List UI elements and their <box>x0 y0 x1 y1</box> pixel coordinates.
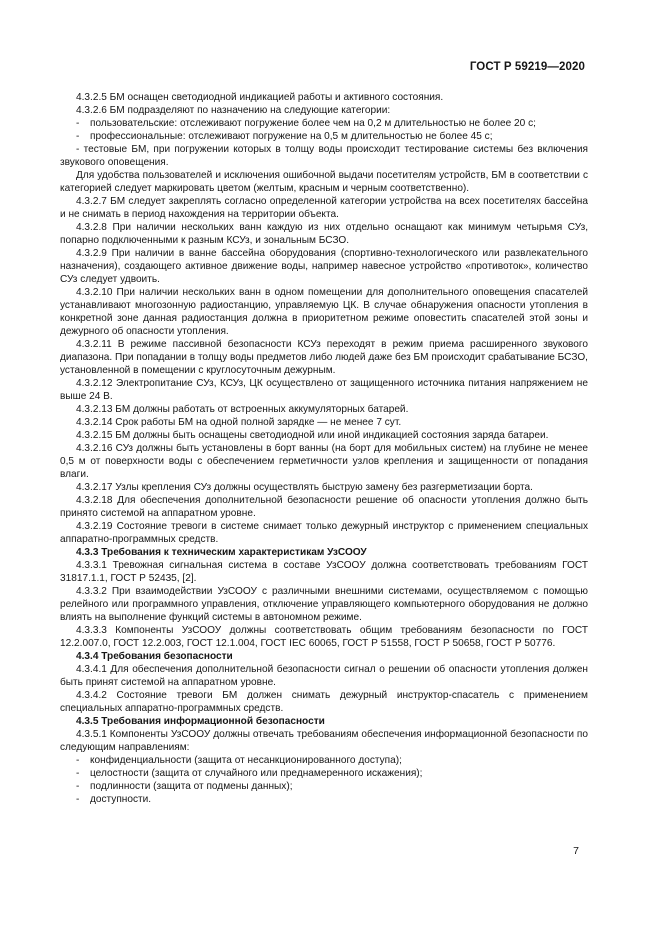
paragraph: 4.3.2.19 Состояние тревоги в системе снимает только дежурный инструктор с применением специальных аппаратно-программных средств. <box>60 521 588 545</box>
paragraph: 4.3.4.1 Для обеспечения дополнительной безопасности сигнал о решении об опасности утопления должен быть принят системой на аппаратном уровне. <box>60 664 588 688</box>
list-item <box>60 754 588 767</box>
standard-header: ГОСТ Р 59219—2020 <box>469 61 585 73</box>
list-item <box>60 793 588 806</box>
section-heading: 4.3.3 Требования к техническим характеристикам УзСООУ <box>76 547 367 558</box>
list-dash: - <box>76 768 80 779</box>
list-item-text: профессиональные: отслеживают погружение на 0,5 м длительностью не более 45 с; <box>90 131 493 142</box>
list-dash: - <box>76 755 80 766</box>
list-item <box>60 767 588 780</box>
paragraph: 4.3.3.1 Тревожная сигнальная система в составе УзСООУ должна соответствовать требованиям ГОСТ 31817.1.1, ГОСТ Р 52435, [2]. <box>60 560 588 584</box>
paragraph: 4.3.2.10 При наличии нескольких ванн в одном помещении для дополнительного оповещения спасателей устанавливают многозонную радиостанцию, управляемую ЦК. В случае обнаружения опасности утопления в конкретной зоне данная радиостанция должна в приоритетном режиме оповестить спасателей этой зоны и дежурного об опасности утопления. <box>60 287 588 337</box>
list-dash: - <box>76 118 80 129</box>
list-item-text: подлинности (защита от подмены данных); <box>90 781 293 792</box>
paragraph: 4.3.2.11 В режиме пассивной безопасности КСУз переходят в режим приема расширенного звукового диапазона. При попадании в толщу воды предметов либо людей даже без БМ происходит срабатывание БСЗО, установленной в помещении с круглосуточным дежурным. <box>60 339 588 376</box>
list-item-text: конфиденциальности (защита от несанкционированного доступа); <box>90 755 402 766</box>
document-body <box>60 91 588 806</box>
list-dash: - <box>76 131 80 142</box>
paragraph: 4.3.2.17 Узлы крепления СУз должны осуществлять быструю замену без разгерметизации борта. <box>76 482 533 493</box>
list-item <box>60 117 588 130</box>
list-item <box>60 780 588 793</box>
paragraph: 4.3.2.16 СУз должны быть установлены в борт ванны (на борт для мобильных систем) на глубине не менее 0,5 м от поверхности воды с обеспечением герметичности узлов крепления и защищенности от попадания влаги. <box>60 443 588 480</box>
paragraph: 4.3.2.12 Электропитание СУз, КСУз, ЦК осуществлено от защищенного источника питания напряжением не выше 24 В. <box>60 378 588 402</box>
paragraph: 4.3.5.1 Компоненты УзСООУ должны отвечать требованиям обеспечения информационной безопасности по следующим направлениям: <box>60 729 588 753</box>
paragraph: 4.3.2.8 При наличии нескольких ванн каждую из них отдельно оснащают как минимум четырьмя СУз, попарно подключенными к разным КСУз, и зональным БСЗО. <box>60 222 588 246</box>
paragraph: Для удобства пользователей и исключения ошибочной выдачи посетителям устройств, БМ в соответствии с категорией следует маркировать цветом (желтым, красным и черным соответственно). <box>60 170 588 194</box>
list-dash: - <box>76 794 80 805</box>
paragraph: 4.3.2.13 БМ должны работать от встроенных аккумуляторных батарей. <box>76 404 409 415</box>
page-number: 7 <box>573 845 579 857</box>
paragraph: - тестовые БМ, при погружении которых в толщу воды происходит тестирование системы без включения звукового оповещения. <box>60 144 588 168</box>
section-heading: 4.3.4 Требования безопасности <box>76 651 233 662</box>
list-item-text: целостности (защита от случайного или преднамеренного искажения); <box>90 768 423 779</box>
paragraph: 4.3.2.14 Срок работы БМ на одной полной зарядке — не менее 7 сут. <box>76 417 402 428</box>
paragraph: 4.3.2.7 БМ следует закреплять согласно определенной категории устройства на всех посетителях бассейна и не снимать в период нахождения на территории объекта. <box>60 196 588 220</box>
list-item-text: пользовательские: отслеживают погружение более чем на 0,2 м длительностью не более 20 с; <box>90 118 536 129</box>
paragraph: 4.3.3.2 При взаимодействии УзСООУ с различными внешними системами, осуществляемом с помощью релейного или программного управления, отключение управляющего компьютерного оборудования не должно влиять на выполнение функций системы в автономном режиме. <box>60 586 588 623</box>
paragraph: 4.3.2.5 БМ оснащен светодиодной индикацией работы и активного состояния. <box>76 92 444 103</box>
list-dash: - <box>76 781 80 792</box>
paragraph: 4.3.2.6 БМ подразделяют по назначению на следующие категории: <box>76 105 391 116</box>
paragraph: 4.3.2.15 БМ должны быть оснащены светодиодной или иной индикацией состояния заряда батареи. <box>76 430 549 441</box>
paragraph: 4.3.2.18 Для обеспечения дополнительной безопасности решение об опасности утопления должно быть принято системой на аппаратном уровне. <box>60 495 588 519</box>
list-item <box>60 130 588 143</box>
section-heading: 4.3.5 Требования информационной безопасности <box>76 716 325 727</box>
paragraph: 4.3.2.9 При наличии в ванне бассейна оборудования (спортивно-технологического или развлекательного назначения), создающего активное движение воды, например навесное устройство «противоток», количество СУз следует удвоить. <box>60 248 588 285</box>
paragraph: 4.3.4.2 Состояние тревоги БМ должен снимать дежурный инструктор-спасатель с применением специальных аппаратно-программных средств. <box>60 690 588 714</box>
list-item-text: доступности. <box>90 794 152 805</box>
paragraph: 4.3.3.3 Компоненты УзСООУ должны соответствовать общим требованиям безопасности по ГОСТ 12.2.007.0, ГОСТ 12.2.003, ГОСТ 12.1.004, ГОСТ IEC 60065, ГОСТ Р 51558, ГОСТ Р 50658, ГОСТ Р 50776. <box>60 625 588 649</box>
